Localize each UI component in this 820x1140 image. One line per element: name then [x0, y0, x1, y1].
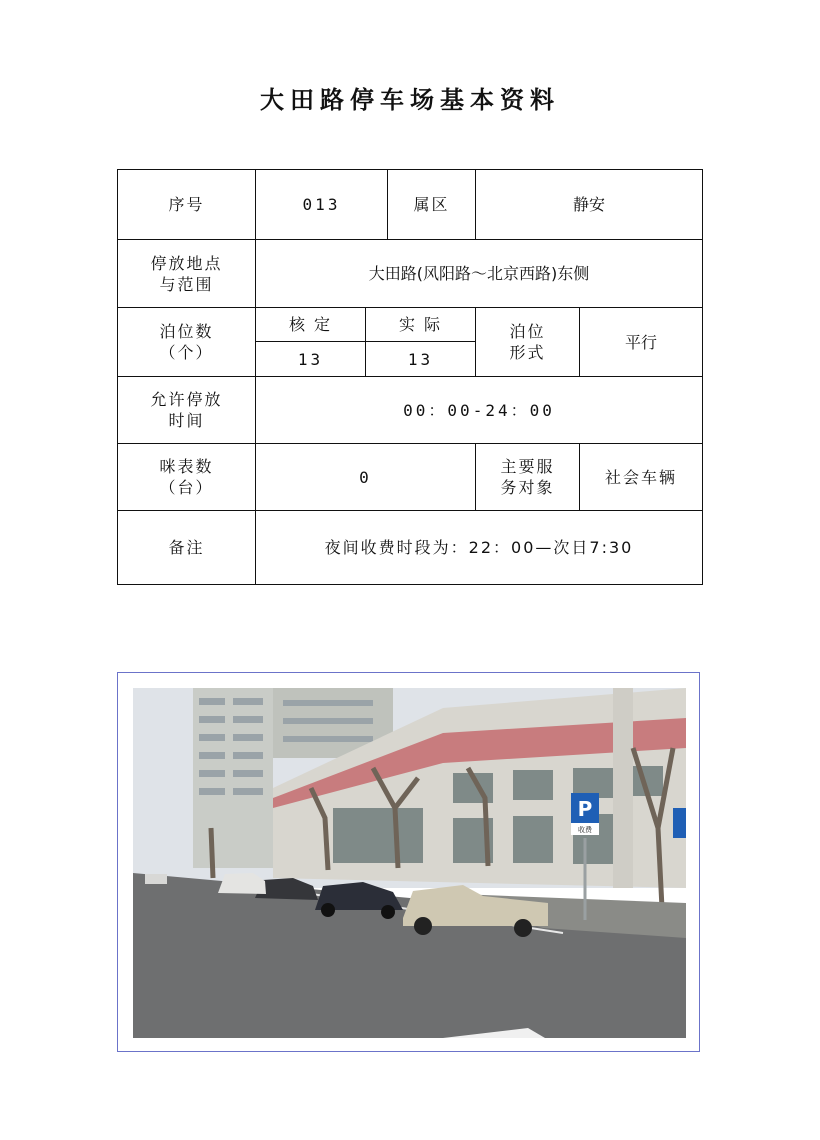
- photo-frame: [117, 672, 700, 1052]
- district-value: 静安: [476, 170, 703, 240]
- meters-label: 咪表数 （台）: [118, 444, 256, 511]
- approved-label: 核 定: [256, 308, 366, 342]
- table-row: [118, 170, 703, 240]
- table-row: [118, 377, 703, 444]
- serial-label: 序号: [118, 170, 256, 240]
- district-label: 属区: [388, 170, 476, 240]
- service-value: 社会车辆: [580, 444, 703, 511]
- parking-sign-text: 收费: [578, 826, 592, 834]
- road: [133, 873, 686, 1038]
- layout-label: 泊位 形式: [476, 308, 580, 377]
- actual-value: 13: [366, 342, 476, 377]
- table-row: [118, 308, 703, 342]
- spaces-label: 泊位数 （个）: [118, 308, 256, 377]
- service-label: 主要服 务对象: [476, 444, 580, 511]
- hours-value: 00：00-24：00: [256, 377, 703, 444]
- table-row: [118, 444, 703, 511]
- actual-label: 实 际: [366, 308, 476, 342]
- serial-value: 013: [256, 170, 388, 240]
- parking-sign-letter: P: [577, 797, 593, 821]
- page-title: 大田路停车场基本资料: [260, 86, 560, 114]
- layout-value: 平行: [580, 308, 703, 377]
- table-row: [118, 511, 703, 585]
- street-photo: [133, 688, 686, 1038]
- location-label: 停放地点 与范围: [118, 240, 256, 308]
- location-value: 大田路(风阳路～北京西路)东侧: [256, 240, 703, 308]
- approved-value: 13: [256, 342, 366, 377]
- hours-label: 允许停放 时间: [118, 377, 256, 444]
- table-row: [118, 240, 703, 308]
- remark-label: 备注: [118, 511, 256, 585]
- info-table: [117, 169, 703, 585]
- meters-value: 0: [256, 444, 476, 511]
- remark-value: 夜间收费时段为：22：00—次日7:30: [256, 511, 703, 585]
